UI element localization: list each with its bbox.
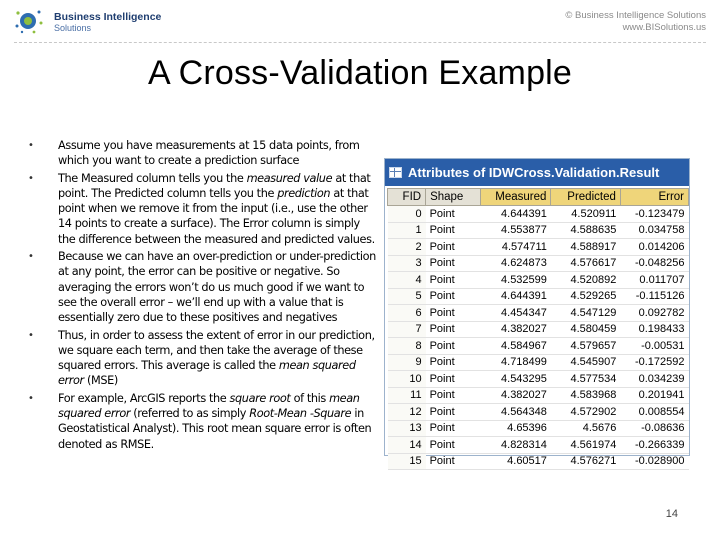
header-divider <box>14 42 706 43</box>
cell-predicted: 4.579657 <box>551 338 620 355</box>
cell-fid: 3 <box>388 255 426 272</box>
cell-measured: 4.624873 <box>481 255 551 272</box>
slide-number: 14 <box>665 508 678 520</box>
cell-shape: Point <box>426 387 481 404</box>
column-header-measured[interactable]: Measured <box>481 189 551 206</box>
cell-shape: Point <box>426 272 481 289</box>
attributes-window <box>384 158 690 468</box>
cell-fid: 9 <box>388 354 426 371</box>
cell-predicted: 4.561974 <box>551 437 620 454</box>
bullet-emphasis: measured value <box>246 171 333 185</box>
attributes-titlebar <box>385 159 689 186</box>
bullet-text: (MSE) <box>83 374 118 388</box>
column-header-fid[interactable]: FID <box>388 189 426 206</box>
cell-error: 0.034758 <box>620 222 688 239</box>
company-logo <box>14 6 189 36</box>
table-row[interactable] <box>388 371 689 388</box>
copyright-notice <box>565 10 706 34</box>
cell-shape: Point <box>426 239 481 256</box>
cell-shape: Point <box>426 371 481 388</box>
bullet-text: The Measured column tells you the <box>58 171 247 185</box>
cell-predicted: 4.520911 <box>551 206 620 223</box>
cell-shape: Point <box>426 404 481 421</box>
cell-measured: 4.532599 <box>481 272 551 289</box>
cell-shape: Point <box>426 437 481 454</box>
cell-measured: 4.644391 <box>481 206 551 223</box>
cell-measured: 4.574711 <box>481 239 551 256</box>
table-row[interactable] <box>388 387 689 404</box>
cell-error: 0.008554 <box>620 404 688 421</box>
attribute-table <box>387 188 689 470</box>
cell-shape: Point <box>426 206 481 223</box>
cell-measured: 4.543295 <box>481 371 551 388</box>
bullet-item <box>28 328 378 389</box>
cell-shape: Point <box>426 354 481 371</box>
bullet-emphasis: mean squared error <box>58 391 360 421</box>
cell-measured: 4.382027 <box>481 321 551 338</box>
cell-predicted: 4.520892 <box>551 272 620 289</box>
cell-error: 0.092782 <box>620 305 688 322</box>
cell-error: -0.266339 <box>620 437 688 454</box>
cell-shape: Point <box>426 222 481 239</box>
table-icon <box>389 167 402 178</box>
website-url: www.BISolutions.us <box>622 22 706 33</box>
table-header-row <box>388 189 689 206</box>
cell-error: 0.198433 <box>620 321 688 338</box>
cell-shape: Point <box>426 255 481 272</box>
cell-error: 0.034239 <box>620 371 688 388</box>
table-row[interactable] <box>388 206 689 223</box>
table-row[interactable] <box>388 453 689 470</box>
cell-shape: Point <box>426 305 481 322</box>
table-row[interactable] <box>388 255 689 272</box>
cell-fid: 8 <box>388 338 426 355</box>
cell-predicted: 4.583968 <box>551 387 620 404</box>
cell-predicted: 4.588917 <box>551 239 620 256</box>
bullet-marker: • <box>28 172 34 184</box>
bullet-list <box>28 138 378 454</box>
cell-measured: 4.454347 <box>481 305 551 322</box>
table-row[interactable] <box>388 338 689 355</box>
cell-fid: 15 <box>388 453 426 470</box>
cell-measured: 4.382027 <box>481 387 551 404</box>
cell-error: 0.014206 <box>620 239 688 256</box>
bullet-emphasis: mean squared error <box>58 359 356 388</box>
table-row[interactable] <box>388 420 689 437</box>
bullet-text: in Geostatistical Analyst). This root mean square error is often denoted as RMSE. <box>58 407 372 451</box>
cell-measured: 4.828314 <box>481 437 551 454</box>
cell-fid: 14 <box>388 437 426 454</box>
table-row[interactable] <box>388 404 689 421</box>
cell-predicted: 4.576271 <box>551 453 620 470</box>
cell-predicted: 4.529265 <box>551 288 620 305</box>
bullet-text: at that point. The Predicted column tells you the <box>58 171 371 200</box>
cell-predicted: 4.580459 <box>551 321 620 338</box>
bullet-text: Thus, in order to assess the extent of error in our prediction, we square each term, and then take the average of these squared errors. This average is called the <box>58 328 375 373</box>
cell-fid: 12 <box>388 404 426 421</box>
cell-shape: Point <box>426 288 481 305</box>
cell-error: -0.172592 <box>620 354 688 371</box>
cell-measured: 4.584967 <box>481 338 551 355</box>
cell-error: 0.201941 <box>620 387 688 404</box>
cell-predicted: 4.5676 <box>551 420 620 437</box>
logo-dots-icon <box>14 8 44 34</box>
cell-measured: 4.60517 <box>481 453 551 470</box>
cell-fid: 13 <box>388 420 426 437</box>
cell-shape: Point <box>426 420 481 437</box>
bullet-text: at that point when we remove it from the input (i.e., use the other 14 points to create a surface). The Error column is simply the difference between the measured and predicted values. <box>58 186 375 246</box>
bullet-text: (referred to as simply <box>130 407 250 421</box>
cell-predicted: 4.588635 <box>551 222 620 239</box>
bullet-text: Because we can have an over-prediction or under-prediction at any point, the error can be positive or negative. So averaging the errors won’t do us much good if we want to see the overall error – we’ll end up with a value that is essentially zero due to these positives and negatives <box>58 250 376 325</box>
table-row[interactable] <box>388 437 689 454</box>
cell-measured: 4.553877 <box>481 222 551 239</box>
column-header-shape[interactable]: Shape <box>426 189 481 206</box>
cell-fid: 6 <box>388 305 426 322</box>
cell-error: -0.028900 <box>620 453 688 470</box>
bullet-item <box>28 249 378 325</box>
copyright-line: © Business Intelligence Solutions <box>565 10 706 21</box>
cell-fid: 4 <box>388 272 426 289</box>
cell-predicted: 4.547129 <box>551 305 620 322</box>
bullet-marker: • <box>28 329 34 341</box>
bullet-marker: • <box>28 140 34 151</box>
table-row[interactable] <box>388 305 689 322</box>
cell-measured: 4.564348 <box>481 404 551 421</box>
attributes-title: Attributes of IDWCross.Validation.Result <box>408 165 660 180</box>
cell-fid: 11 <box>388 387 426 404</box>
table-row[interactable] <box>388 239 689 256</box>
table-row[interactable] <box>388 288 689 305</box>
cell-error: -0.123479 <box>620 206 688 223</box>
bullet-marker: • <box>28 392 34 404</box>
bullet-text: For example, ArcGIS reports the <box>58 391 230 405</box>
slide-title: A Cross-Validation Example <box>147 54 573 92</box>
cell-shape: Point <box>426 338 481 355</box>
cell-fid: 5 <box>388 288 426 305</box>
cell-error: -0.00531 <box>620 338 688 355</box>
bullet-item <box>28 171 378 247</box>
cell-fid: 10 <box>388 371 426 388</box>
cell-fid: 7 <box>388 321 426 338</box>
bullet-item <box>28 138 378 169</box>
cell-shape: Point <box>426 321 481 338</box>
logo-name: Business Intelligence <box>54 11 162 23</box>
bullet-text: Assume you have measurements at 15 data points, from which you want to create a prediction surface <box>58 139 360 168</box>
table-row[interactable] <box>388 321 689 338</box>
cell-predicted: 4.572902 <box>551 404 620 421</box>
bullet-item <box>28 391 378 452</box>
cell-error: 0.011707 <box>620 272 688 289</box>
cell-fid: 2 <box>388 239 426 256</box>
cell-fid: 0 <box>388 206 426 223</box>
cell-fid: 1 <box>388 222 426 239</box>
table-row[interactable] <box>388 272 689 289</box>
column-header-error[interactable]: Error <box>620 189 688 206</box>
bullet-emphasis: square root <box>229 391 291 405</box>
bullet-text: of this <box>290 391 330 405</box>
cell-predicted: 4.545907 <box>551 354 620 371</box>
bullet-marker: • <box>28 251 34 263</box>
bullet-emphasis: prediction <box>277 186 331 200</box>
cell-predicted: 4.577534 <box>551 371 620 388</box>
cell-error: -0.08636 <box>620 420 688 437</box>
cell-error: -0.115126 <box>620 288 688 305</box>
column-header-predicted[interactable]: Predicted <box>551 189 620 206</box>
cell-predicted: 4.576617 <box>551 255 620 272</box>
cell-shape: Point <box>426 453 481 470</box>
bullet-emphasis: Root-Mean -Square <box>249 407 352 421</box>
cell-measured: 4.65396 <box>481 420 551 437</box>
table-row[interactable] <box>388 222 689 239</box>
cell-measured: 4.644391 <box>481 288 551 305</box>
table-row[interactable] <box>388 354 689 371</box>
cell-error: -0.048256 <box>620 255 688 272</box>
cell-measured: 4.718499 <box>481 354 551 371</box>
logo-subtitle: Solutions <box>54 23 92 33</box>
